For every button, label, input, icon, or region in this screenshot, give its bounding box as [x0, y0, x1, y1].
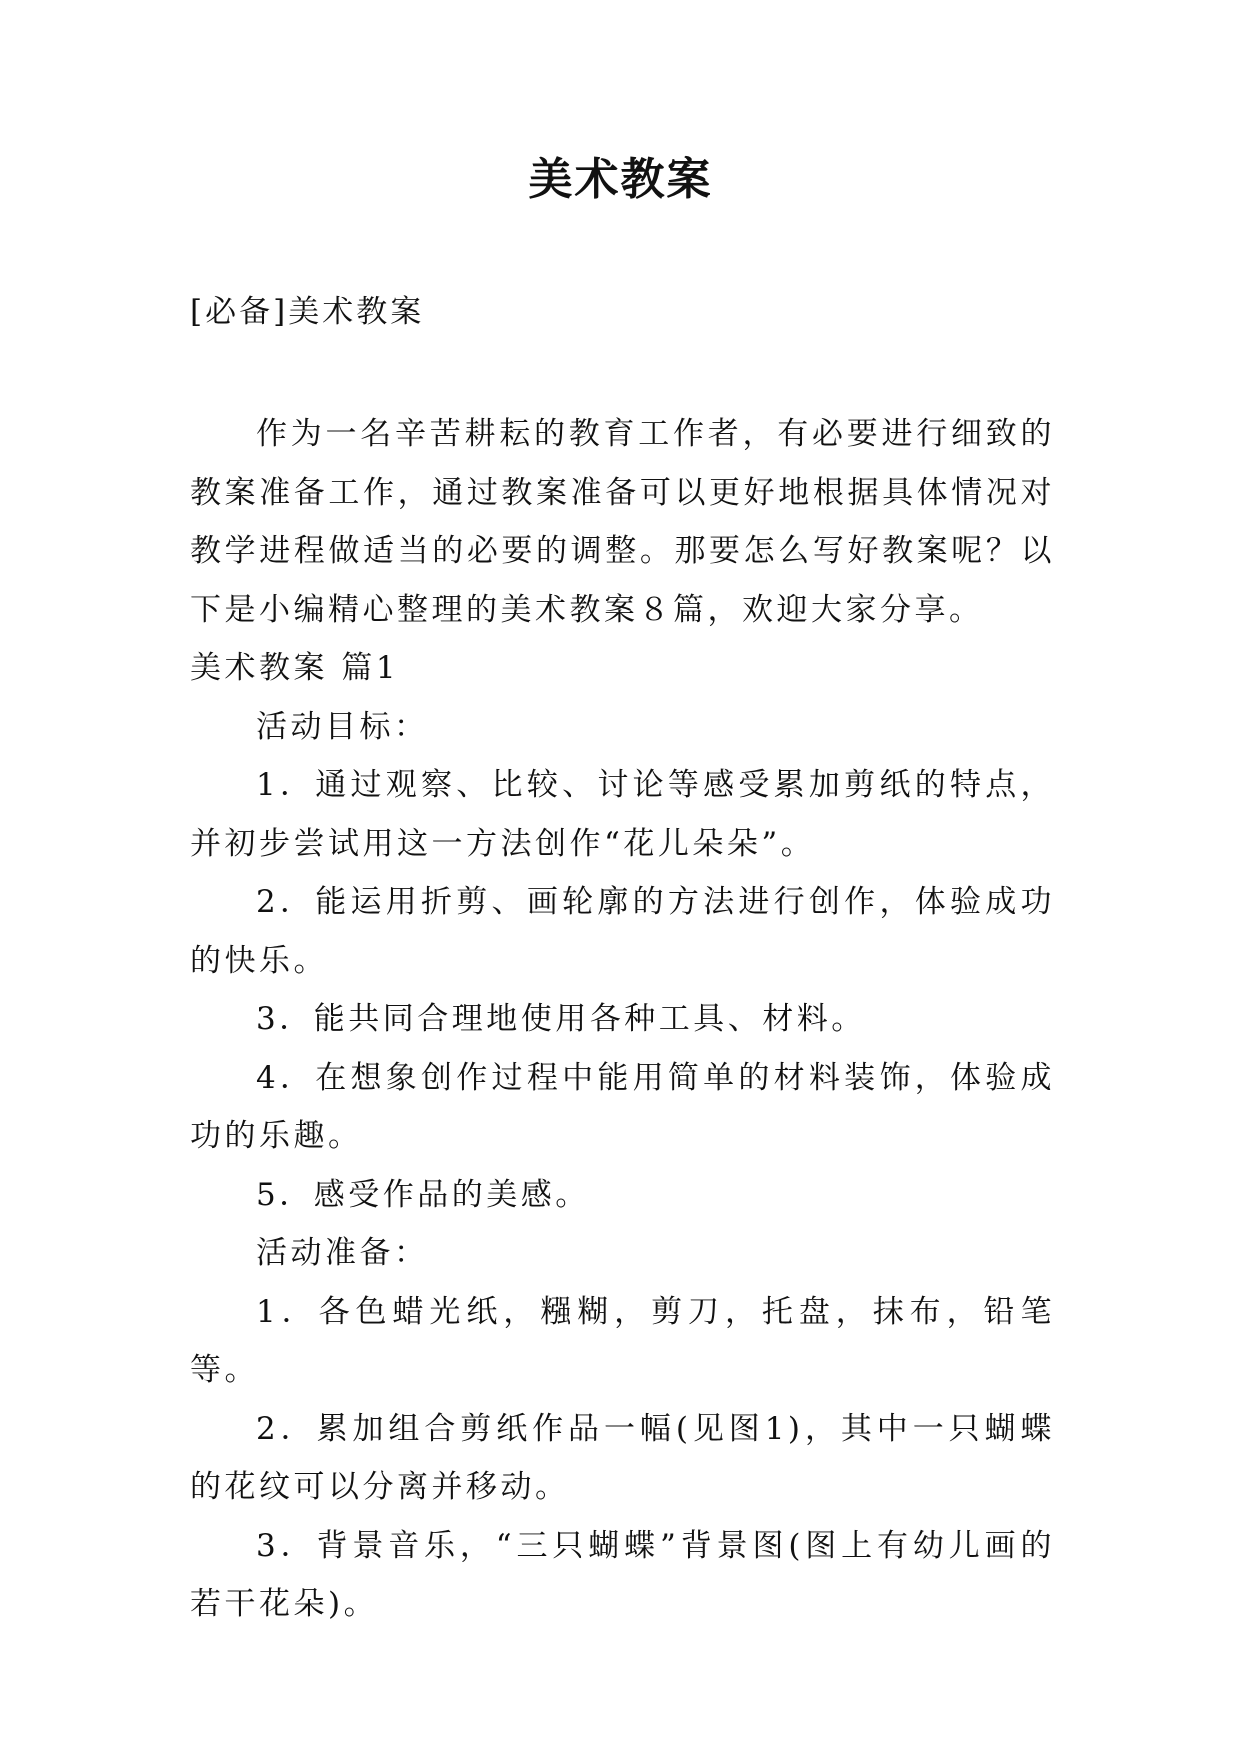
document-subtitle: [必备]美术教案 [190, 294, 425, 330]
goal-item-1: 1．通过观察、比较、讨论等感受累加剪纸的特点，并初步尝试用这一方法创作“花儿朵朵”。 [190, 767, 1055, 862]
goal-item-5: 5．感受作品的美感。 [256, 1176, 590, 1213]
document-title: 美术教案 [528, 154, 713, 205]
preparation-heading: 活动准备： [256, 1235, 429, 1271]
goals-heading: 活动目标： [256, 708, 429, 745]
preparation-item-2: 2．累加组合剪纸作品一幅(见图1)，其中一只蝴蝶的花纹可以分离并移动。 [190, 1410, 1055, 1505]
preparation-item-3: 3．背景音乐，“三只蝴蝶”背景图(图上有幼儿画的若干花朵)。 [190, 1527, 1055, 1622]
intro-paragraph: 作为一名辛苦耕耘的教育工作者，有必要进行细致的教案准备工作，通过教案准备可以更好地根据具体情况对教学进程做适当的必要的调整。那要怎么写好教案呢？以下是小编精心整理的美术教案８篇，欢迎大家分享。 [190, 416, 1055, 628]
goal-item-4: 4．在想象创作过程中能用简单的材料装饰，体验成功的乐趣。 [190, 1059, 1055, 1154]
goal-item-3: 3．能共同合理地使用各种工具、材料。 [256, 1001, 866, 1037]
goal-item-2: 2．能运用折剪、画轮廓的方法进行创作，体验成功的快乐。 [190, 884, 1055, 979]
preparation-item-1: 1．各色蜡光纸，糨糊，剪刀，托盘，抹布，铅笔等。 [190, 1293, 1055, 1388]
section-heading: 美术教案 篇1 [190, 650, 400, 686]
document-body [190, 405, 1055, 1634]
